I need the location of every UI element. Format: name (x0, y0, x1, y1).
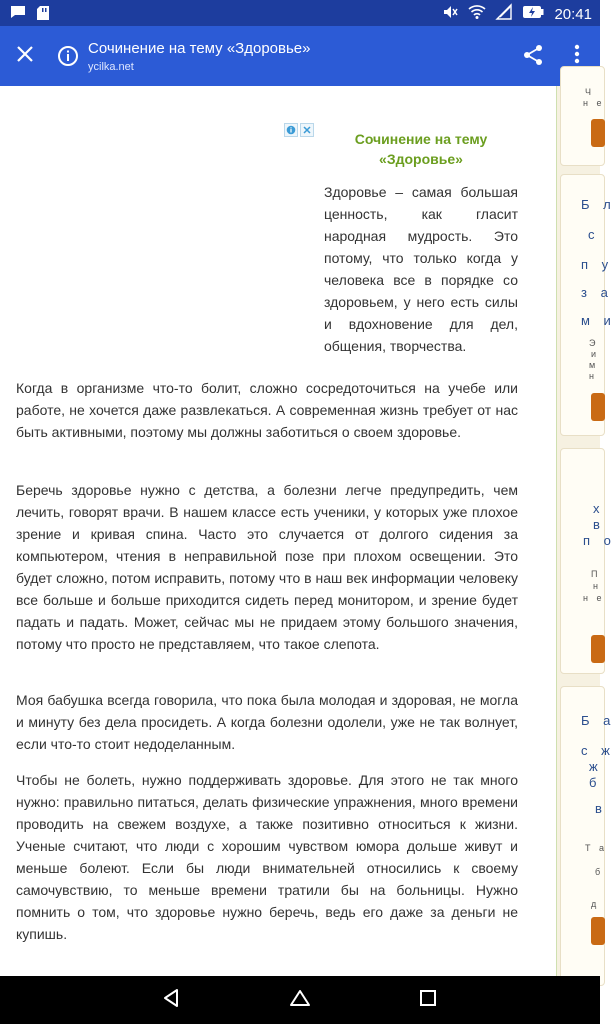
back-button[interactable] (158, 986, 186, 1014)
related-card-title: ж (589, 759, 603, 774)
ad-close-icon[interactable] (300, 123, 314, 137)
page-title: Сочинение на тему «Здоровье» (88, 40, 311, 57)
article-paragraph-1-tail: Когда в организме что-то болит, сложно сосредоточиться на учебе или работе, не хочется даже развлекаться. А современная жизнь требует от нас быть активными, поэтому мы должны заботиться о своем здоровье. (16, 380, 518, 440)
mute-icon (442, 4, 458, 24)
system-navigation-bar (0, 976, 600, 1024)
related-card-text: н е (583, 593, 605, 603)
recents-button[interactable] (414, 986, 442, 1014)
status-time: 20:41 (554, 5, 592, 23)
related-card[interactable] (560, 66, 605, 166)
related-card-text: б (595, 867, 604, 877)
related-card-button[interactable] (591, 119, 605, 147)
site-info-button[interactable] (56, 44, 80, 68)
status-left-icons (10, 5, 50, 26)
related-card-title: м и (581, 313, 616, 328)
related-card-title: в (595, 801, 607, 816)
related-card[interactable] (560, 448, 616, 674)
article-title: Сочинение на тему «Здоровье» (354, 131, 488, 167)
related-card-text: д (591, 899, 600, 909)
info-icon (56, 55, 80, 72)
more-vertical-icon (574, 44, 580, 69)
related-card-title: Б а (581, 713, 616, 728)
sidebar-related-articles (557, 86, 616, 976)
battery-icon (522, 5, 544, 23)
home-icon (289, 988, 311, 1013)
signal-icon (496, 4, 512, 24)
related-card-text: н е (583, 98, 605, 108)
ad-choices[interactable] (284, 123, 314, 137)
related-card-title: б (589, 775, 602, 790)
status-right-icons (442, 4, 592, 24)
custom-tab-toolbar (0, 26, 600, 86)
related-card[interactable] (560, 174, 616, 436)
related-card-text: н (593, 581, 601, 591)
related-card-title: п у (581, 257, 614, 272)
related-card-title: с ж (581, 743, 615, 758)
sd-card-icon (36, 5, 50, 26)
status-bar (0, 0, 600, 26)
page-domain: ycilka.net (88, 61, 134, 73)
related-card-text: Э (589, 338, 599, 348)
related-card-text: Т а (585, 843, 608, 853)
article-paragraph-1-head: Здоровье – самая большая ценность, как гласит народная мудрость. Это потому, что только когда у человека все в порядке со здоровьем, у него есть силы и вдохновение для дел, общения, творчества. (324, 184, 518, 354)
related-card-title: з а (581, 285, 613, 300)
ad-info-icon[interactable] (284, 123, 298, 137)
related-card-text: н (589, 371, 597, 381)
related-card[interactable] (560, 686, 616, 986)
related-card-title: с (588, 227, 600, 242)
article-paragraph-3: Моя бабушка всегда говорила, что пока была молодая и здоровая, не могла и минуту без дела просидеть. А когда болезни одолели, уже не так волнует, если что-то стоит недоделанным. (16, 692, 518, 752)
web-content[interactable] (0, 86, 616, 976)
related-card-title: Б л (581, 197, 616, 212)
related-card-text: Ч (585, 87, 594, 97)
related-card-text: П (591, 569, 601, 579)
share-button[interactable] (521, 43, 547, 69)
home-button[interactable] (286, 986, 314, 1014)
related-card-text: и (591, 349, 600, 359)
related-card-button[interactable] (591, 917, 605, 945)
article-paragraph-4: Чтобы не болеть, нужно поддерживать здоровье. Для этого не так много нужно: правильно питаться, делать физические упражнения, много времени проводить на свежем воздухе, а также позитивно относиться к жизни. Ученые считают, что люди с хорошим чувством юмора дольше живут и меньше болеют. Если бы люди внимательней относились к своему самочувствию, то меньше времени тратили бы на больницы. Нужно помнить о том, что здоровье нужно беречь, ведь его даже за деньги не купишь. (16, 772, 518, 942)
recents-icon (419, 989, 437, 1012)
close-icon (16, 45, 34, 68)
related-card-button[interactable] (591, 393, 605, 421)
article-paragraph-2: Беречь здоровье нужно с детства, а болезни легче предупредить, чем лечить, говорят врачи. В нашем классе есть ученики, у которых уже плохое зрение и кривая спина. Часто это случается от долгого сидения за компьютером, чтения в неправильной позе при плохом освещении. Это будет сложно, потом исправить, потому что в наш век информации человеку все больше и больше приходится сидеть перед монитором, и зрение будет падать и падать. Может, сейчас мы не придаем этому большого значения, потому что просто не представляем, что такое слепота. (16, 482, 518, 652)
related-card-title: п о (583, 533, 616, 548)
share-icon (521, 54, 545, 71)
related-card-title: х (593, 501, 605, 516)
related-card-title: в (593, 517, 605, 532)
related-card-button[interactable] (591, 635, 605, 663)
message-icon (10, 5, 26, 26)
related-card-text: м (589, 360, 599, 370)
close-button[interactable] (10, 41, 40, 71)
wifi-icon (468, 4, 486, 24)
back-icon (162, 988, 182, 1013)
